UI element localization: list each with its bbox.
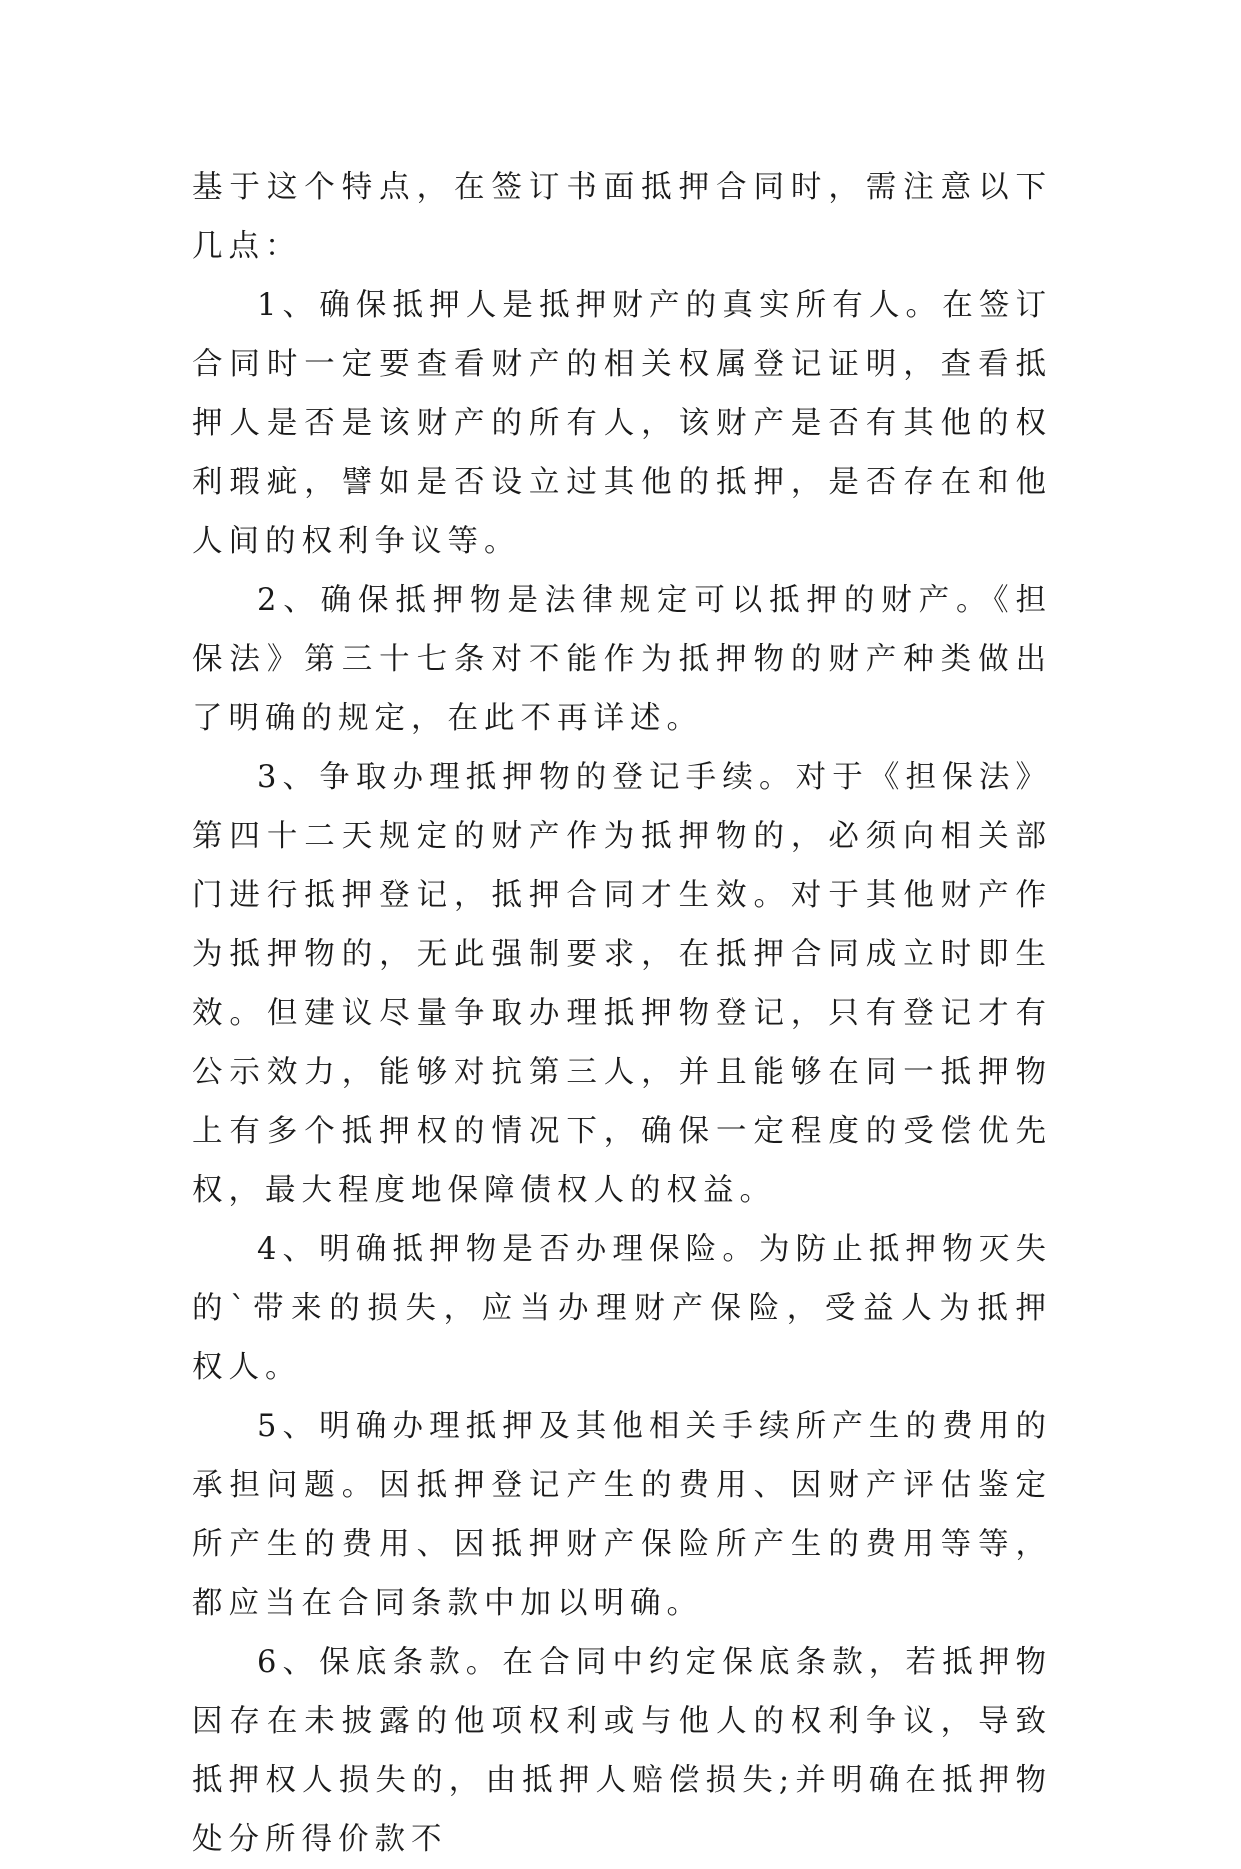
paragraph-3: 3、争取办理抵押物的登记手续。对于《担保法》第四十二天规定的财产作为抵押物的，必须向相关部门进行抵押登记，抵押合同才生效。对于其他财产作为抵押物的，无此强制要求，在抵押合同成立时即生效。但建议尽量争取办理抵押物登记，只有登记才有公示效力，能够对抗第三人，并且能够在同一抵押物上有多个抵押权的情况下，确保一定程度的受偿优先权，最大程度地保障债权人的权益。 [192, 760, 1052, 1208]
document-body [192, 158, 1052, 1869]
paragraph-5: 5、明确办理抵押及其他相关手续所产生的费用的承担问题。因抵押登记产生的费用、因财产评估鉴定所产生的费用、因抵押财产保险所产生的费用等等，都应当在合同条款中加以明确。 [192, 1409, 1052, 1621]
paragraph-1: 1、确保抵押人是抵押财产的真实所有人。在签订合同时一定要查看财产的相关权属登记证明，查看抵押人是否是该财产的所有人，该财产是否有其他的权利瑕疵，譬如是否设立过其他的抵押，是否存在和他人间的权利争议等。 [192, 288, 1052, 559]
paragraph-2: 2、确保抵押物是法律规定可以抵押的财产。《担保法》第三十七条对不能作为抵押物的财产种类做出了明确的规定，在此不再详述。 [192, 583, 1052, 736]
paragraph-4: 4、明确抵押物是否办理保险。为防止抵押物灭失的`带来的损失，应当办理财产保险，受益人为抵押权人。 [192, 1232, 1052, 1385]
paragraph-6: 6、保底条款。在合同中约定保底条款，若抵押物因存在未披露的他项权利或与他人的权利争议，导致抵押权人损失的，由抵押人赔偿损失;并明确在抵押物处分所得价款不 [192, 1645, 1052, 1857]
intro-paragraph: 基于这个特点，在签订书面抵押合同时，需注意以下几点： [192, 170, 1052, 264]
